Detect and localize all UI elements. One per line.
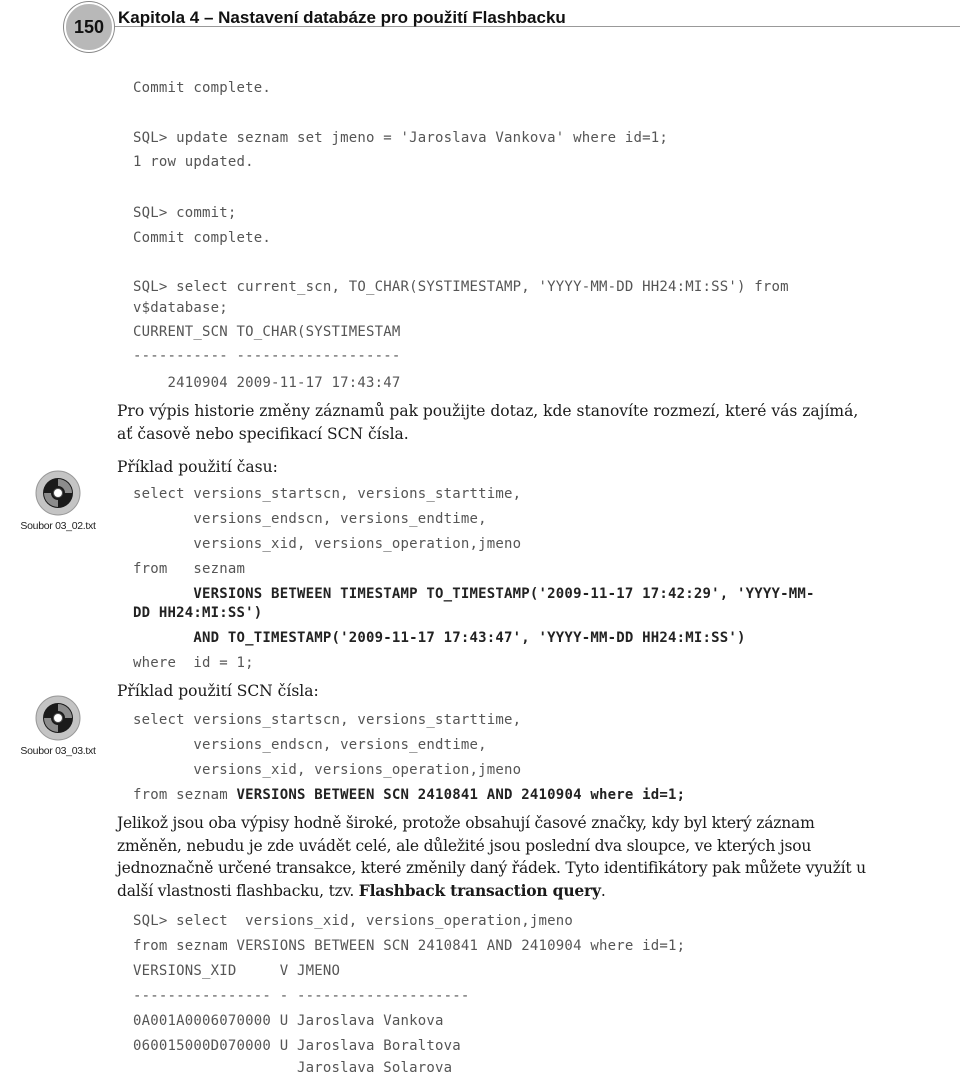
example-heading-time: Příklad použití času: [117,458,278,476]
code-line: SQL> commit; [133,205,237,221]
disc-icon [35,695,81,741]
code-line: where id = 1; [133,655,254,671]
page-header [0,0,960,46]
paragraph: Pro výpis historie změny záznamů pak použijte dotaz, kde stanovíte rozmezí, které vás zajímá, ať časově nebo specifikací SCN čísla. [117,402,859,443]
code-line: from seznam VERSIONS BETWEEN SCN 2410841 AND 2410904 where id=1; [133,938,686,954]
code-line: select versions_startscn, versions_starttime, [133,486,522,502]
code-line: Jaroslava Solarova [133,1060,453,1076]
paragraph-text: Jelikož jsou oba výpisy hodně široké, protože obsahují časové značky, kdy byl který záznam změněn, nebudu je zde uvádět celé, ale důležité jsou poslední dva sloupce, ve kterých jsou jednoznačně určené transakce, které změnily daný řádek. Tyto identifikátory pak můžete využít u další vlastnosti flashbacku, tzv. [117,814,866,900]
chapter-title: Kapitola 4 – Nastavení databáze pro použití Flashbacku [118,8,566,27]
code-line: AND TO_TIMESTAMP('2009-11-17 17:43:47', 'YYYY-MM-DD HH24:MI:SS') [133,630,746,646]
code-text: from seznam [133,787,237,803]
code-line: 2410904 2009-11-17 17:43:47 [133,375,401,391]
code-line: SQL> select versions_xid, versions_operation,jmeno [133,913,574,929]
code-line: v$database; [133,300,228,316]
code-line: Commit complete. [133,230,272,246]
code-line [133,783,685,808]
code-line: VERSIONS BETWEEN TIMESTAMP TO_TIMESTAMP('2009-11-17 17:42:29', 'YYYY-MM- [133,586,815,602]
side-file-03-02[interactable] [18,470,98,532]
code-line: from seznam [133,561,246,577]
side-file-label: Soubor 03_03.txt [20,745,96,757]
code-line: versions_endscn, versions_endtime, [133,737,487,753]
disc-icon [35,470,81,516]
code-line: 1 row updated. [133,154,254,170]
code-line: SQL> update seznam set jmeno = 'Jaroslava Vankova' where id=1; [133,130,668,146]
code-line: 060015000D070000 U Jaroslava Boraltova [133,1038,461,1054]
code-line: versions_xid, versions_operation,jmeno [133,762,522,778]
paragraph [117,812,877,902]
code-line: CURRENT_SCN TO_CHAR(SYSTIMESTAM [133,324,401,340]
code-line: select versions_startscn, versions_starttime, [133,712,522,728]
term-flashback-transaction-query: Flashback transaction query [358,880,601,900]
code-line: SQL> select current_scn, TO_CHAR(SYSTIMESTAMP, 'YYYY-MM-DD HH24:MI:SS') from [133,279,789,295]
code-line: Commit complete. [133,80,272,96]
code-line: VERSIONS_XID V JMENO [133,963,341,979]
example-heading-scn: Příklad použití SCN čísla: [117,682,319,700]
code-line: ----------- ------------------- [133,348,401,364]
paragraph-end: . [600,881,606,900]
page-number-badge: 150 [64,2,114,52]
code-text-bold: VERSIONS BETWEEN SCN 2410841 AND 2410904 where id=1; [236,787,686,803]
side-file-label: Soubor 03_02.txt [20,520,96,532]
code-line: 0A001A0006070000 U Jaroslava Vankova [133,1013,444,1029]
code-line: versions_endscn, versions_endtime, [133,511,487,527]
side-file-03-03[interactable] [18,695,98,757]
code-line: versions_xid, versions_operation,jmeno [133,536,522,552]
code-line: DD HH24:MI:SS') [133,605,263,621]
code-line: ---------------- - -------------------- [133,988,470,1004]
